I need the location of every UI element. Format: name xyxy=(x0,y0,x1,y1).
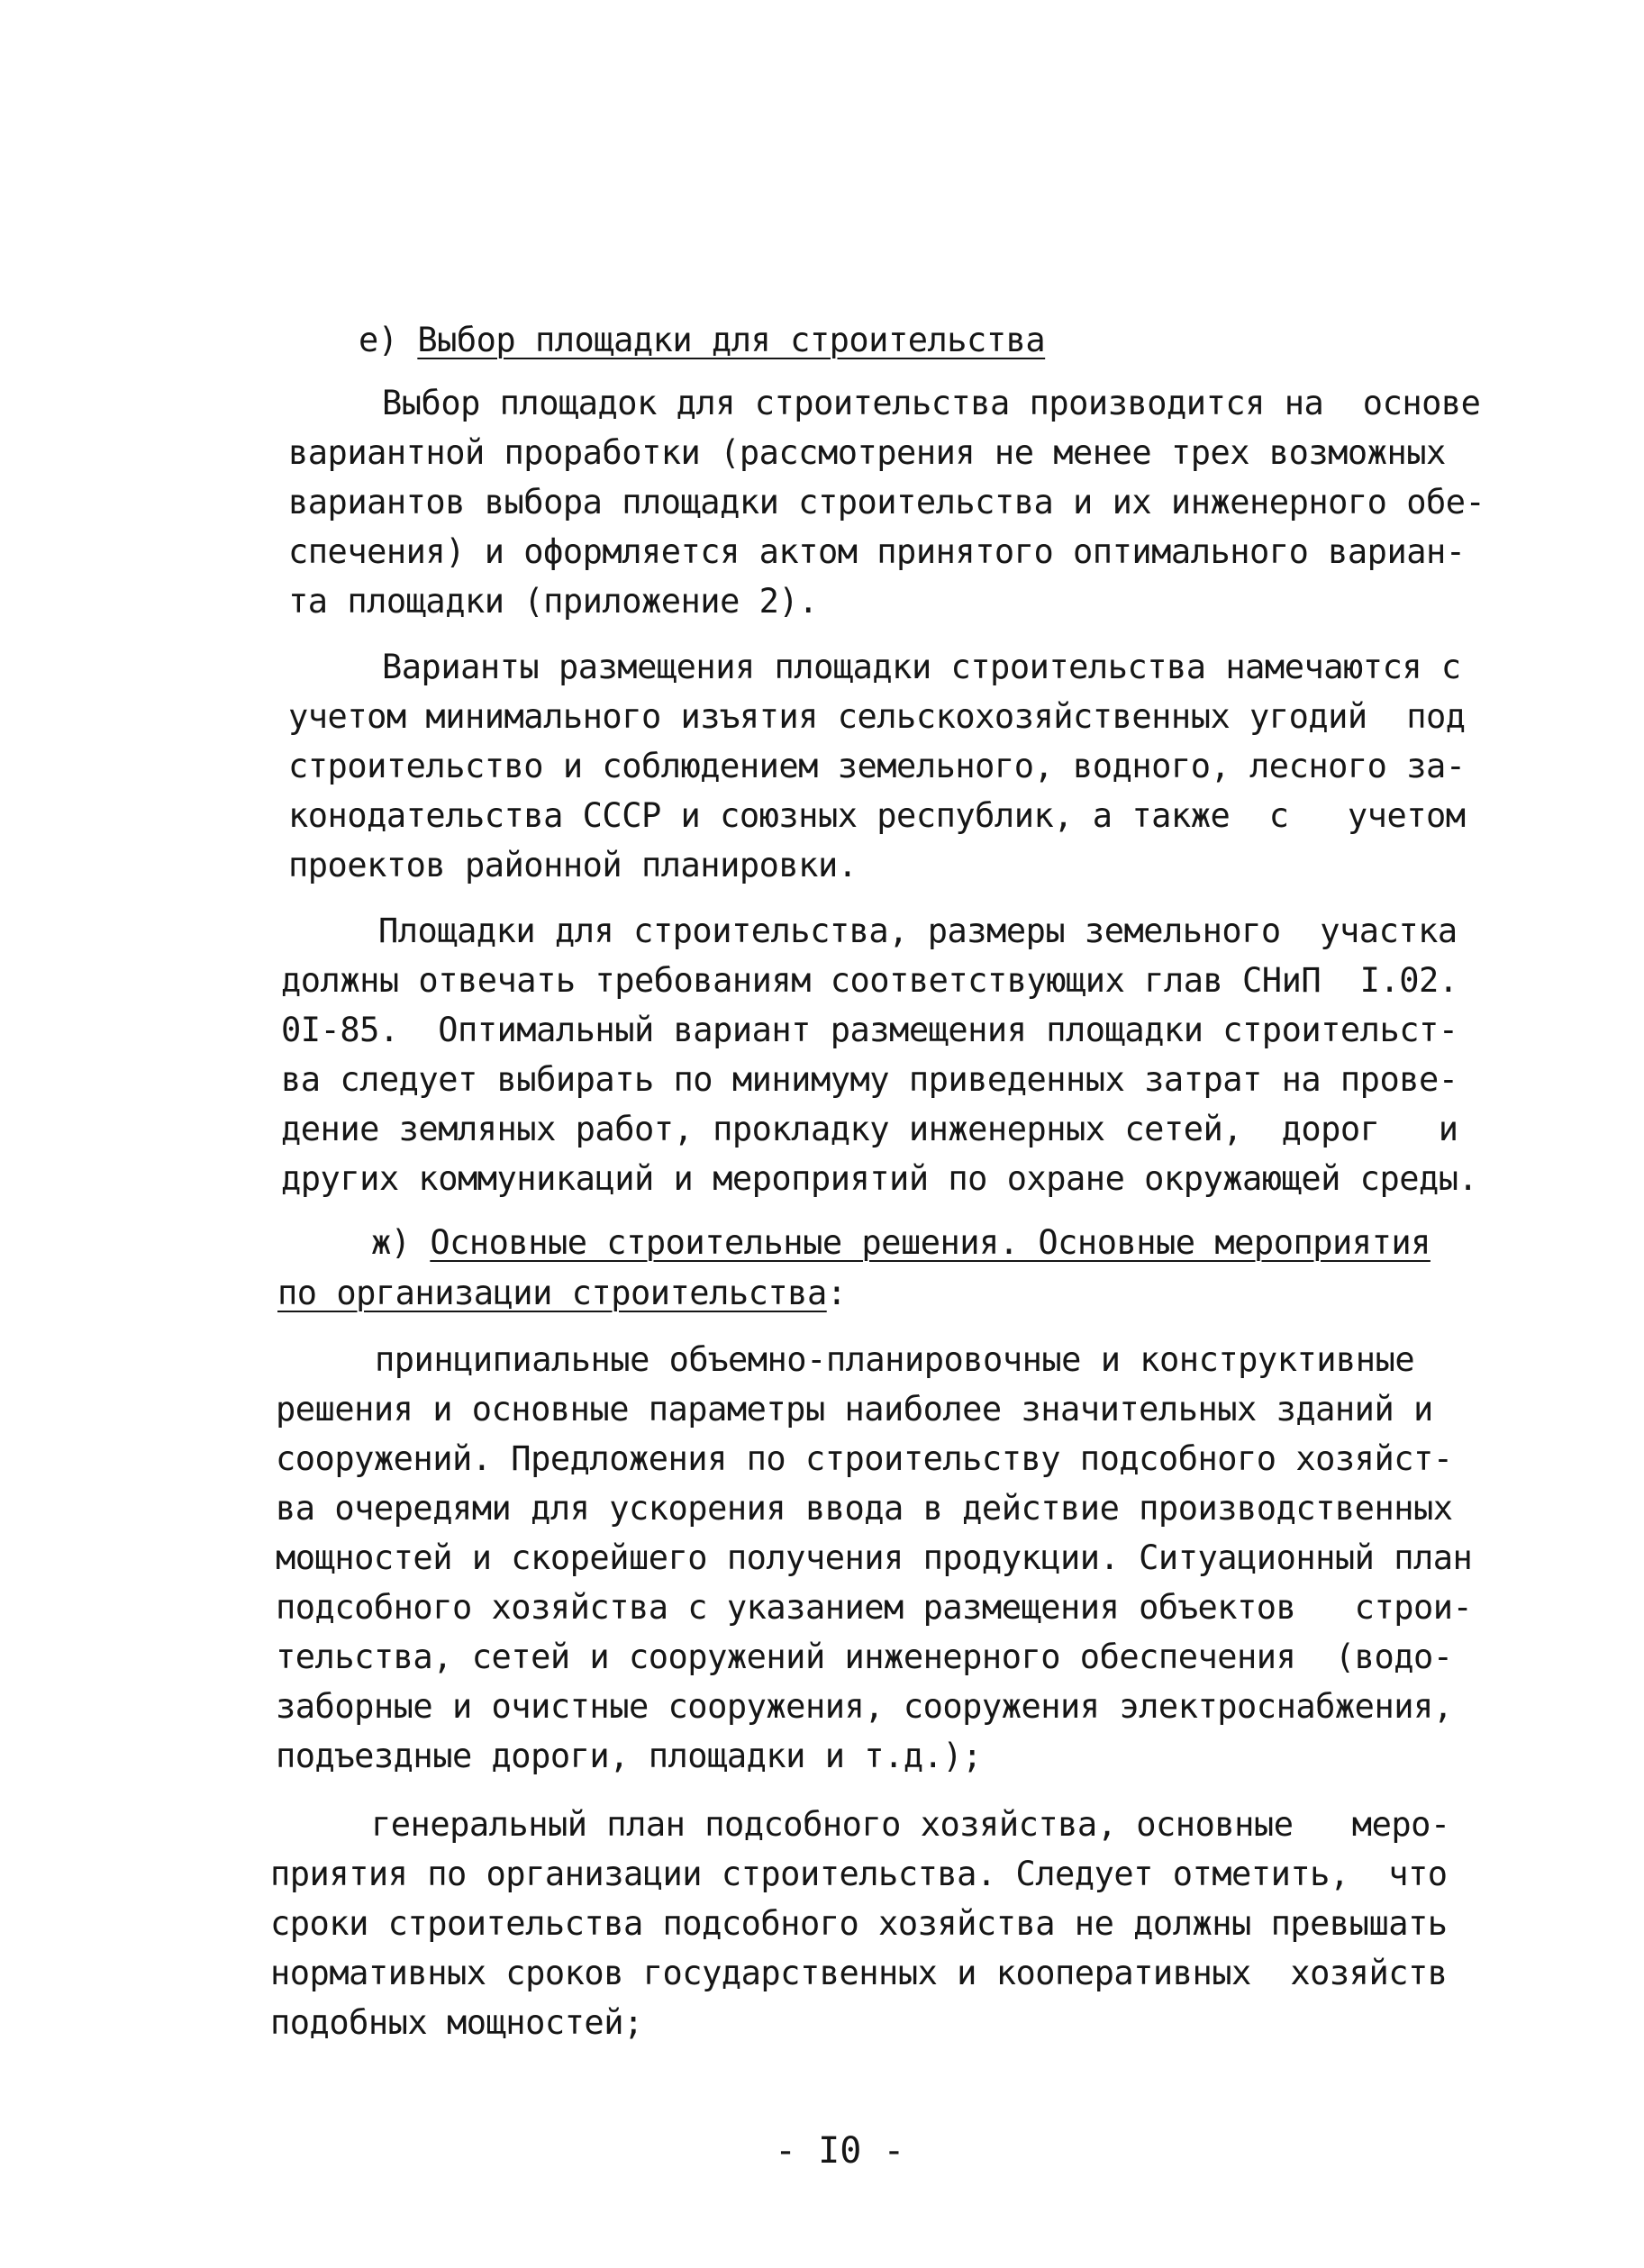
section-e-p2-line-2: учетом минимального изъятия сельскохозяйственных угодий под xyxy=(288,697,1466,736)
section-zh-heading-line-2 xyxy=(277,1270,847,1317)
section-zh-p1-line-8: заборные и очистные сооружения, сооружения электроснабжения, xyxy=(276,1687,1453,1726)
section-e-p1-line-2: вариантной проработки (рассмотрения не менее трех возможных xyxy=(288,433,1446,472)
section-zh-p1-line-2: решения и основные параметры наиболее значительных зданий и xyxy=(276,1390,1433,1429)
section-e-p2-line-3: строительство и соблюдением земельного, водного, лесного за- xyxy=(288,747,1466,785)
section-zh-p1-line-7: тельства, сетей и сооружений инженерного обеспечения (водо- xyxy=(276,1637,1453,1676)
section-e-p1-line-4: спечения) и оформляется актом принятого оптимального вариан- xyxy=(288,532,1466,571)
section-zh-p1-line-4: ва очередями для ускорения ввода в действие производственных xyxy=(276,1489,1453,1528)
section-e-p1-line-5: та площадки (приложение 2). xyxy=(288,582,818,621)
section-e-p1-line-1: Выбор площадок для строительства производится на основе xyxy=(382,384,1481,422)
section-e-p3-line-4: ва следует выбирать по минимуму приведенных затрат на прове- xyxy=(281,1060,1458,1099)
section-zh-p2-line-2: приятия по организации строительства. Следует отметить, что xyxy=(270,1855,1448,1893)
section-e-marker: е) xyxy=(359,321,418,359)
section-e-heading-line xyxy=(359,317,1045,364)
section-zh-heading-2: по организации строительства xyxy=(277,1274,827,1312)
section-zh-heading-colon: : xyxy=(826,1274,847,1312)
section-zh-p1-line-5: мощностей и скорейшего получения продукции. Ситуационный план xyxy=(276,1538,1473,1577)
section-zh-p2-line-4: нормативных сроков государственных и кооперативных хозяйств xyxy=(270,1954,1448,1992)
section-e-p3-line-1: Площадки для строительства, размеры земельного участка xyxy=(378,912,1458,950)
section-zh-p2-line-5: подобных мощностей; xyxy=(270,2003,643,2042)
section-e-p3-line-2: должны отвечать требованиям соответствующих глав СНиП I.02. xyxy=(281,961,1458,1000)
section-e-p3-line-6: других коммуникаций и мероприятий по охране окружающей среды. xyxy=(281,1159,1478,1198)
section-zh-marker: ж) xyxy=(371,1223,431,1262)
section-e-p1-line-3: вариантов выбора площадки строительства и их инженерного обе- xyxy=(288,483,1485,522)
section-zh-p1-line-9: подъездные дороги, площадки и т.д.); xyxy=(276,1737,982,1775)
section-zh-p2-line-1: генеральный план подсобного хозяйства, основные меро- xyxy=(371,1805,1450,1844)
section-zh-p1-line-1: принципиальные объемно-планировочные и конструктивные xyxy=(375,1340,1415,1379)
section-zh-heading-1: Основные строительные решения. Основные мероприятия xyxy=(430,1223,1431,1262)
section-zh-p1-line-6: подсобного хозяйства с указанием размещения объектов строи- xyxy=(276,1588,1473,1627)
section-e-p2-line-5: проектов районной планировки. xyxy=(288,846,858,885)
section-e-p3-line-5: дение земляных работ, прокладку инженерных сетей, дорог и xyxy=(281,1110,1458,1148)
section-e-p2-line-1: Варианты размещения площадки строительства намечаются с xyxy=(382,648,1461,686)
section-zh-p1-line-3: сооружений. Предложения по строительству подсобного хозяйст- xyxy=(276,1439,1453,1478)
page-number: - I0 - xyxy=(775,2130,905,2172)
section-e-p2-line-4: конодательства СССР и союзных республик, а также с учетом xyxy=(288,796,1466,835)
section-zh-heading-line-1 xyxy=(371,1220,1431,1266)
section-zh-p2-line-3: сроки строительства подсобного хозяйства не должны превышать xyxy=(270,1904,1448,1943)
section-e-p3-line-3: 0I-85. Оптимальный вариант размещения площадки строительст- xyxy=(281,1011,1458,1049)
section-e-heading: Выбор площадки для строительства xyxy=(417,321,1046,359)
